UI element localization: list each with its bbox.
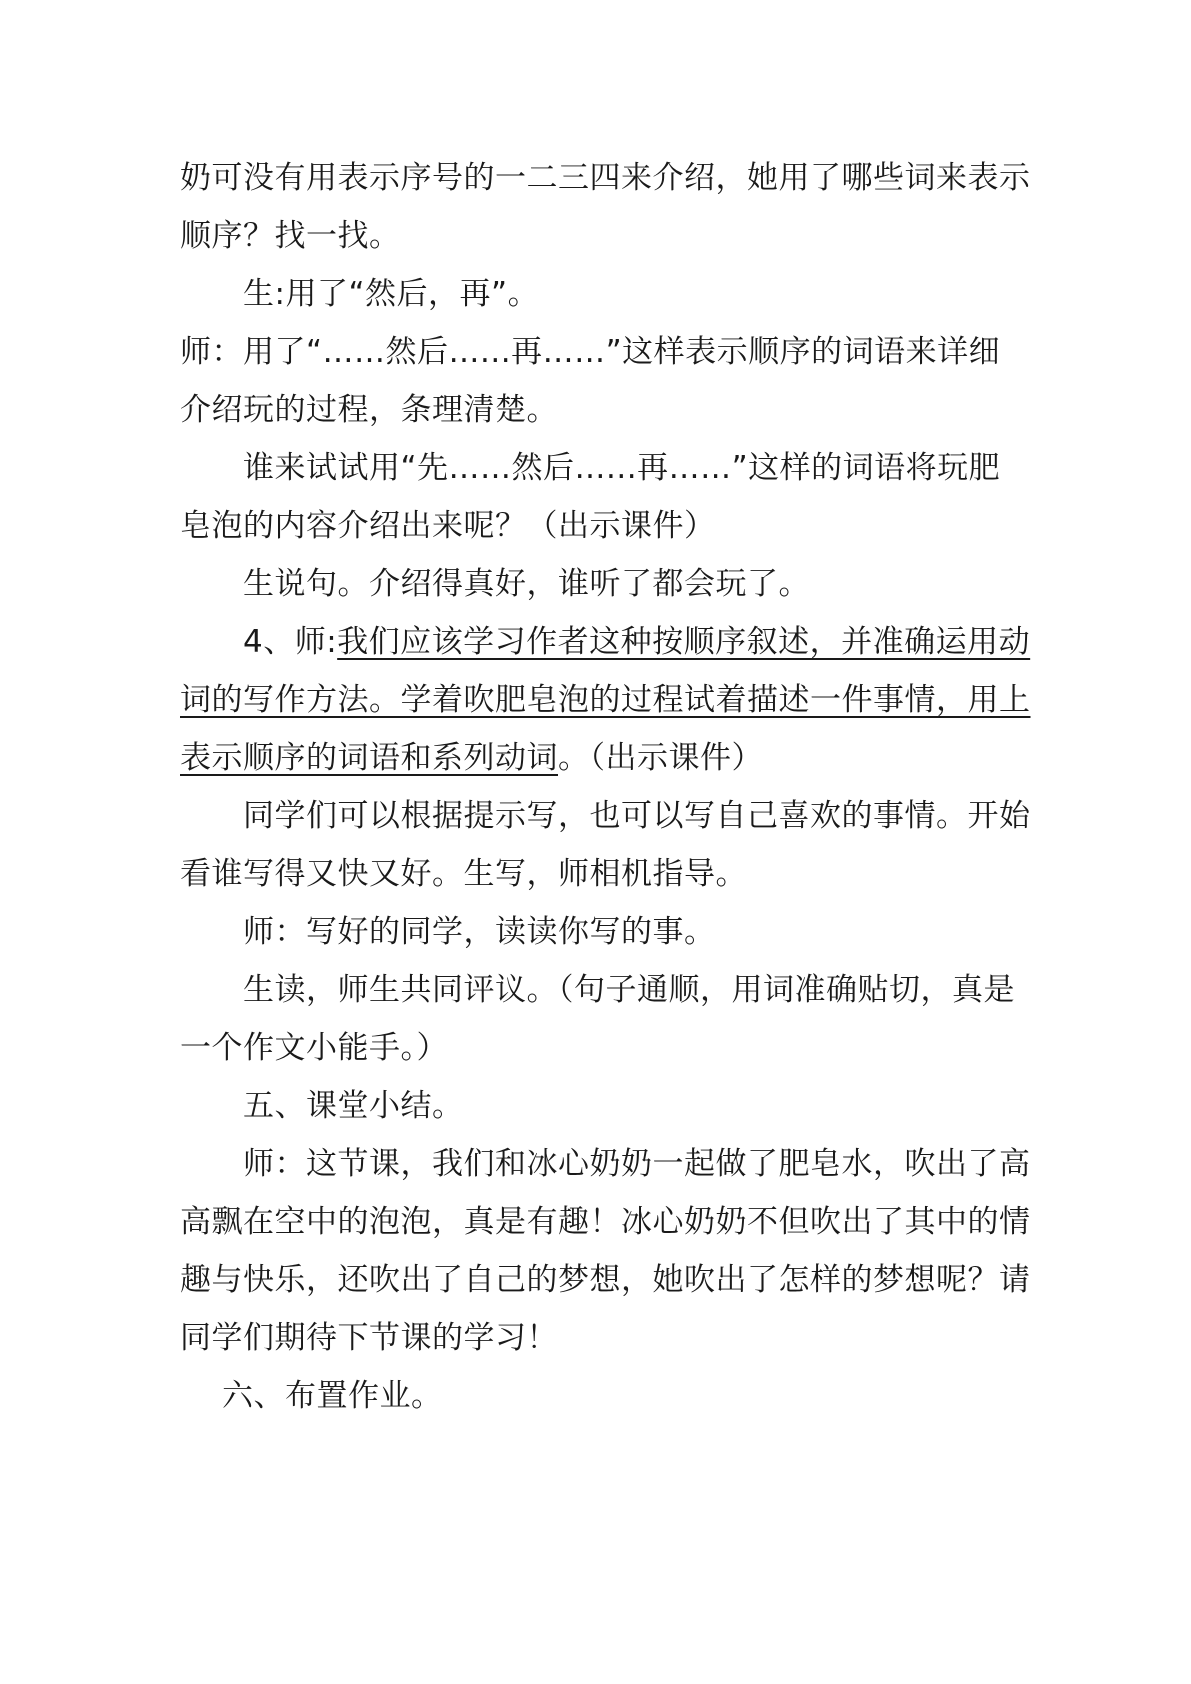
paragraph-line: 高飘在空中的泡泡，真是有趣！冰心奶奶不但吹出了其中的情 xyxy=(180,1204,1031,1240)
paragraph-line: 介绍玩的过程，条理清楚。 xyxy=(180,392,558,428)
paragraph-line: 谁来试试用“先……然后…...再……”这样的词语将玩肥 xyxy=(243,450,1001,486)
paragraph-text: 。（出示课件） xyxy=(558,740,763,776)
paragraph-line: 一个作文小能手。） xyxy=(180,1030,448,1066)
paragraph-line xyxy=(243,622,1031,662)
underlined-text: 我们应该学习作者这种按顺序叙述，并准确运用动 xyxy=(337,624,1031,660)
item-number-label: 4、师: xyxy=(243,624,338,660)
underlined-text: 表示顺序的词语和系列动词 xyxy=(180,740,558,776)
section-heading: 五、课堂小结。 xyxy=(243,1088,464,1124)
paragraph-line: 看谁写得又快又好。生写，师相机指导。 xyxy=(180,856,747,892)
paragraph-line: 师：用了“……然后…...再……”这样表示顺序的词语来详细 xyxy=(180,334,1001,370)
paragraph-line: 趣与快乐，还吹出了自己的梦想，她吹出了怎样的梦想呢？请 xyxy=(180,1262,1031,1298)
paragraph-line xyxy=(180,680,1031,720)
paragraph-line: 同学们期待下节课的学习！ xyxy=(180,1320,558,1356)
paragraph-line: 顺序？找一找。 xyxy=(180,218,401,254)
paragraph-line: 生:用了“然后，再”。 xyxy=(243,276,540,312)
section-heading: 六、布置作业。 xyxy=(222,1378,443,1414)
paragraph-line: 生说句。介绍得真好，谁听了都会玩了。 xyxy=(243,566,810,602)
paragraph-line: 同学们可以根据提示写，也可以写自己喜欢的事情。开始 xyxy=(243,798,1031,834)
underlined-text: 词的写作方法。学着吹肥皂泡的过程试着描述一件事情，用上 xyxy=(180,682,1031,718)
paragraph-line xyxy=(180,738,1010,778)
paragraph-line: 师：写好的同学，读读你写的事。 xyxy=(243,914,716,950)
paragraph-line: 奶可没有用表示序号的一二三四来介绍，她用了哪些词来表示 xyxy=(180,160,1031,196)
paragraph-line: 皂泡的内容介绍出来呢？（出示课件） xyxy=(180,508,716,544)
paragraph-line: 师：这节课，我们和冰心奶奶一起做了肥皂水，吹出了高 xyxy=(243,1146,1031,1182)
paragraph-line: 生读，师生共同评议。（句子通顺，用词准确贴切，真是 xyxy=(243,972,1015,1008)
